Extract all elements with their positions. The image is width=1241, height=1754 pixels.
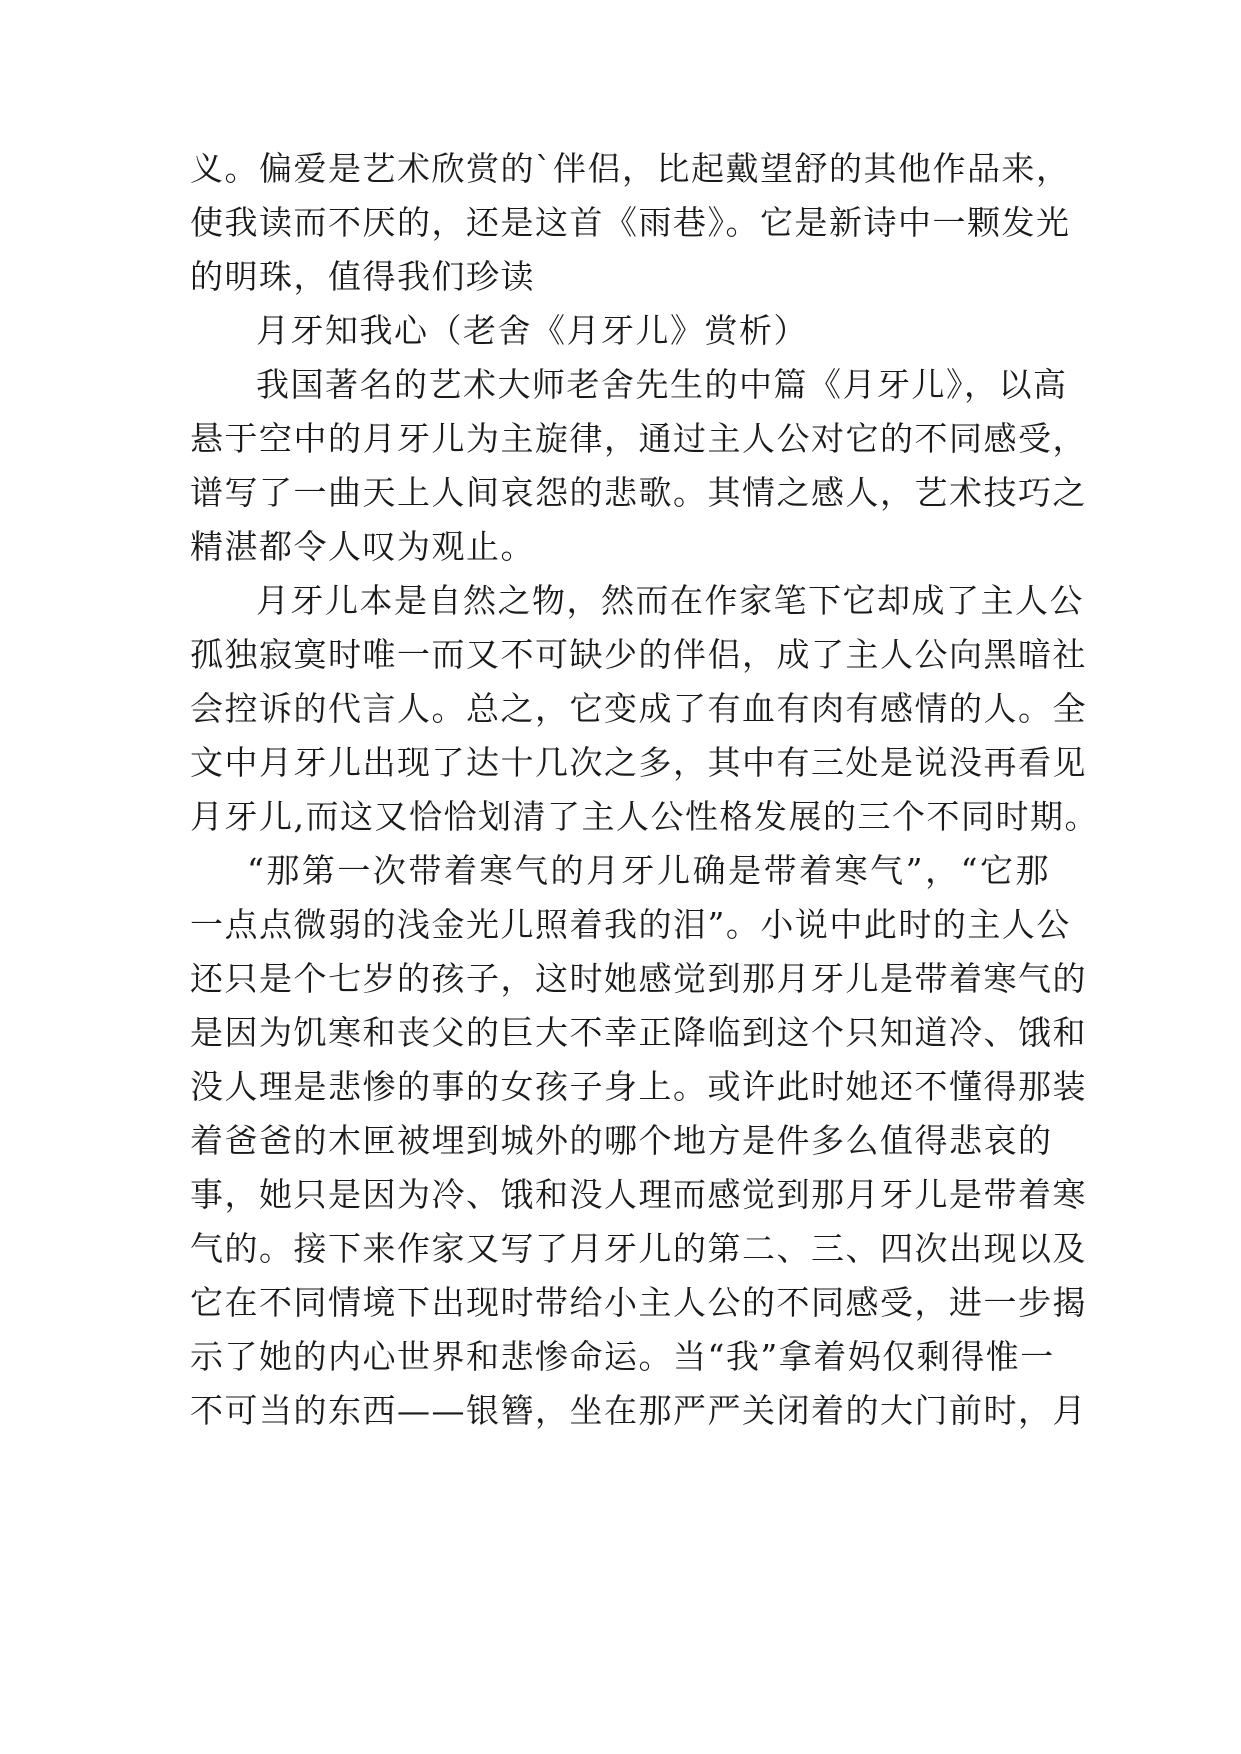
text-line: 还只是个七岁的孩子，这时她感觉到那月牙儿是带着寒气的	[190, 959, 1087, 998]
text-line: 是因为饥寒和丧父的巨大不幸正降临到这个只知道冷、饿和	[190, 1013, 1087, 1052]
text-line: 谱写了一曲天上人间哀怨的悲歌。其情之感人，艺术技巧之	[190, 473, 1087, 512]
text-line: 孤独寂寞时唯一而又不可缺少的伴侣，成了主人公向黑暗社	[190, 635, 1087, 674]
text-line: 它在不同情境下出现时带给小主人公的不同感受，进一步揭	[190, 1283, 1087, 1322]
text-line: 我国著名的艺术大师老舍先生的中篇《月牙儿》，以高	[256, 365, 1068, 404]
text-line: 悬于空中的月牙儿为主旋律，通过主人公对它的不同感受，	[190, 419, 1087, 458]
text-line: 气的。接下来作家又写了月牙儿的第二、三、四次出现以及	[190, 1229, 1087, 1268]
text-line: 使我读而不厌的，还是这首《雨巷》。它是新诗中一颗发光	[190, 203, 1071, 242]
text-line: 义。偏爱是艺术欣赏的`伴侣，比起戴望舒的其他作品来，	[190, 149, 1071, 188]
text-line: 一点点微弱的浅金光儿照着我的泪”。小说中此时的主人公	[190, 905, 1071, 944]
text-line: “那第一次带着寒气的月牙儿确是带着寒气”，“它那	[247, 851, 1050, 890]
text-line: 月牙儿本是自然之物，然而在作家笔下它却成了主人公	[256, 581, 1084, 620]
text-line: 没人理是悲惨的事的女孩子身上。或许此时她还不懂得那装	[190, 1067, 1087, 1106]
text-line: 文中月牙儿出现了达十几次之多，其中有三处是说没再看见	[190, 743, 1087, 782]
text-line: 月牙儿,而这又恰恰划清了主人公性格发展的三个不同时期。	[190, 797, 1099, 836]
text-line: 精湛都令人叹为观止。	[190, 527, 535, 566]
section-title: 月牙知我心（老舍《月牙儿》赏析）	[256, 311, 808, 350]
text-line: 的明珠，值得我们珍读	[190, 257, 535, 296]
text-line: 事，她只是因为冷、饿和没人理而感觉到那月牙儿是带着寒	[190, 1175, 1087, 1214]
text-line: 不可当的东西——银簪，坐在那严严关闭着的大门前时，月	[190, 1391, 1087, 1430]
text-line: 会控诉的代言人。总之，它变成了有血有肉有感情的人。全	[190, 689, 1087, 728]
text-line: 着爸爸的木匣被埋到城外的哪个地方是件多么值得悲哀的	[190, 1121, 1053, 1160]
text-line: 示了她的内心世界和悲惨命运。当“我”拿着妈仅剩得惟一	[190, 1337, 1055, 1376]
